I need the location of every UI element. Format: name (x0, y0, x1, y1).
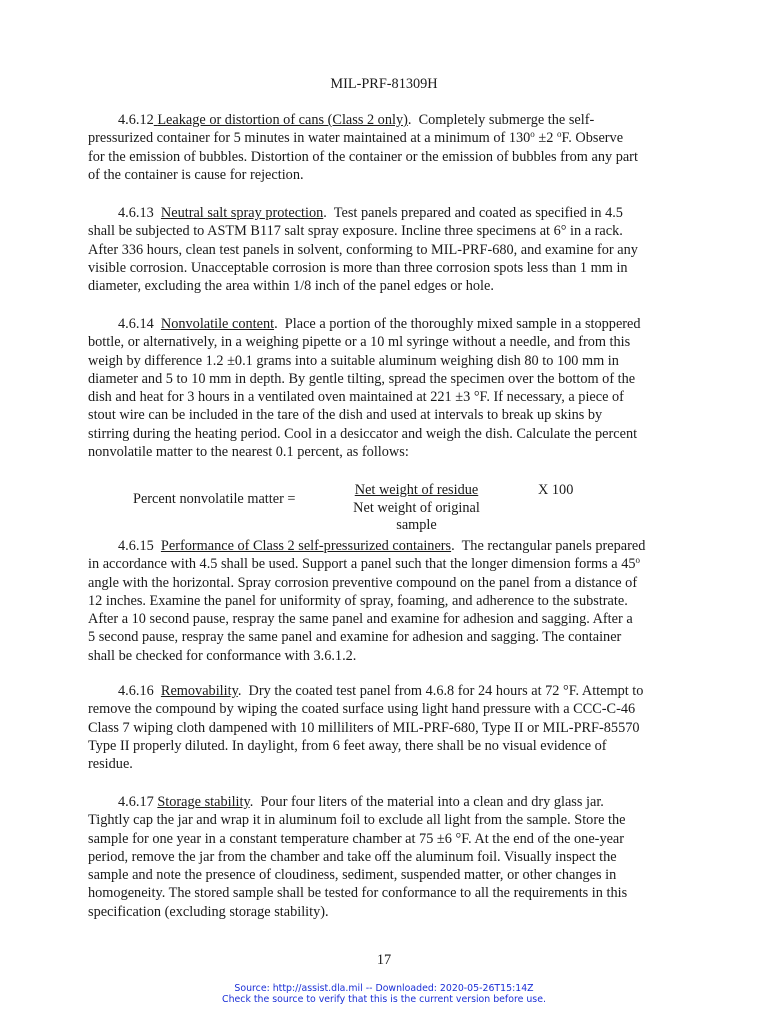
section-number: 4.6.13 (118, 205, 154, 221)
verify-footer-line: Check the source to verify that this is the current version before use. (222, 994, 546, 1005)
section-number: 4.6.15 (118, 538, 154, 554)
section-title: Leakage or distortion of cans (Class 2 only) (157, 112, 408, 128)
formula-numerator: Net weight of residue (354, 482, 479, 498)
formula-denominator: Net weight of original sample (353, 500, 480, 533)
source-footer-line: Source: http://assist.dla.mil -- Downloaded: 2020-05-26T15:14Z (234, 983, 534, 994)
section-number: 4.6.12 (118, 112, 154, 128)
section-title: Nonvolatile content (160, 316, 275, 332)
section-number: 4.6.14 (118, 316, 154, 332)
formula-label: Percent nonvolatile matter = (133, 491, 296, 507)
section-title: Storage stability (157, 794, 250, 810)
section-number: 4.6.16 (118, 683, 154, 699)
section-number: 4.6.17 (118, 794, 154, 810)
section-4-6-12: 4.6.12 Leakage or distortion of cans (Class 2 only). Completely submerge the self- pressurized container for 5 minutes in water maintained at a minimum of $130^o \pm 2$ $^o$F. Observe for the emission of bubbles. Distortion of the container or the emission of bubbles from any part of the container is cause for rejection. (88, 112, 638, 183)
section-4-6-15: 4.6.15 Performance of Class 2 self-pressurized containers. The rectangular panels prepared in accordance with 4.5 shall be used. Support a panel such that the longer dimension forms a 45$^o$ angle with the horizontal. Spray corrosion preventive compound on the panel from a distance of 12 inches. Examine the panel for uniformity of spray, foaming, and adherence to the substrate. After a 10 second pause, respray the same panel and examine for adhesion and sagging. After a 5 second pause, respray the same panel and examine for adhesion and sagging. The container shall be checked for conformance with 3.6.1.2. (88, 538, 646, 664)
page-number: 17 (376, 952, 392, 968)
section-title: Removability (160, 683, 238, 699)
document-id-header: MIL-PRF-81309H (330, 76, 438, 92)
nonvolatile-formula (0, 481, 768, 533)
section-title: Neutral salt spray protection (160, 205, 324, 221)
section-4-6-16: 4.6.16 Removability. Dry the coated test panel from 4.6.8 for 24 hours at 72 °F. Attempt to remove the compound by wiping the coated surface using light hand pressure with a CCC-C-46 Class 7 wiping cloth dampened with 10 milliliters of MIL-PRF-680, Type II or MIL-PRF-85570 Type II properly diluted. In daylight, from 6 feet away, there shall be no visual evidence of residue. (88, 683, 644, 773)
section-4-6-14: 4.6.14 Nonvolatile content. Place a portion of the thoroughly mixed sample in a stoppered bottle, or alternatively, in a weighing pipette or a 10 ml syringe without a needle, and from this weigh by difference 1.2 ±0.1 grams into a suitable aluminum weighing dish 80 to 100 mm in diameter and 5 to 10 mm in depth. By gentle tilting, spread the specimen over the bottom of the dish and heat for 3 hours in a ventilated oven maintained at 221 ±3 °F. If necessary, a piece of stout wire can be included in the tare of the dish and used at intervals to break up skins by stirring during the heating period. Cool in a desiccator and weigh the dish. Calculate the percent nonvolatile matter to the nearest 0.1 percent, as follows: (88, 316, 641, 461)
section-4-6-17: 4.6.17 Storage stability. Pour four liters of the material into a clean and dry glass jar. Tightly cap the jar and wrap it in aluminum foil to exclude all light from the sample. Store the sample for one year in a constant temperature chamber at 75 ±6 °F. At the end of the one-year period, remove the jar from the chamber and take off the aluminum foil. Visually inspect the sample and note the presence of cloudiness, sediment, suspended matter, or other changes in homogeneity. The stored sample shall be tested for conformance to all the requirements in this specification (excluding storage stability). (88, 794, 628, 920)
formula-multiplier: X 100 (538, 482, 574, 498)
section-4-6-13: 4.6.13 Neutral salt spray protection. Test panels prepared and coated as specified in 4.5 shall be subjected to ASTM B117 salt spray exposure. Incline three specimens at 6° in a rack. After 336 hours, clean test panels in solvent, conforming to MIL-PRF-680, and examine for any visible corrosion. Unacceptable corrosion is more than three corrosion spots less than 1 mm in diameter, excluding the area within 1/8 inch of the panel edges or hole. (88, 205, 638, 295)
section-title: Performance of Class 2 self-pressurized containers (160, 538, 452, 554)
